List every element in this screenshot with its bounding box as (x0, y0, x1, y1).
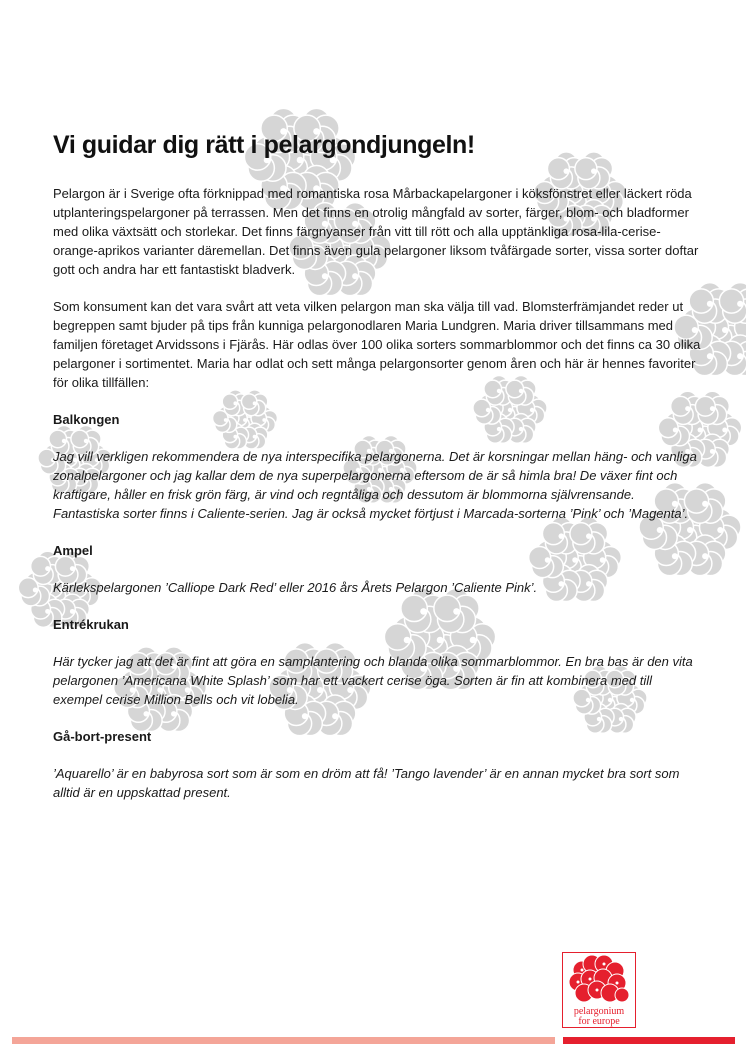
page-title: Vi guidar dig rätt i pelargondjungeln! (53, 131, 475, 159)
background-flower-center (710, 449, 715, 454)
background-flower-center (737, 301, 743, 307)
background-flower-center (45, 566, 50, 571)
footer-bar-red (563, 1037, 735, 1044)
background-flower-center (702, 553, 708, 559)
footer-bar-light (12, 1037, 555, 1044)
logo-text-line-1: pelargonium (573, 1006, 625, 1017)
section-heading-ga-bort-present: Gå-bort-present (53, 729, 152, 744)
background-flower-center (707, 301, 713, 307)
background-flower-center (737, 353, 743, 359)
section-text-balkongen: Jag vill verkligen rekommendera de nya interspecifika pelargonerna. Det är korsningar mellan häng- och vanliga zonalpelargoner och jag kallar dem de nya superpelargonerna eftersom de är så himla bra! De växer fint och kraftigare, håller en frisk grön färg, är vind och regntåliga och dessutom är blommorna självrensande. Fantastiska sorter finns i Caliente-serien. Jag är också mycket förtjust i Marcada-sorterna ’Pink’ och ’Magenta’. (53, 449, 697, 521)
intro-paragraph-2: Som konsument kan det vara svårt att veta vilken pelargon man ska välja till vad. Blomsterfrämjandet reder ut begreppen samt bjuder på tips från kunniga pelargonodlaren Maria Lundgren. Maria driver tillsammans med familjen företaget Arvidssons i Fjärås. Här odlas över 100 olika sorters sommarblommor och det finns ca 30 olika pelargoner i sortimentet. Maria har odlat och sett många pelargonsorter genom åren och här är hennes favoriter för olika tillfällen: (53, 299, 701, 390)
background-flower-center (722, 428, 727, 433)
logo-text-line-2: for europe (578, 1016, 620, 1027)
section-text-entrekrukan: Här tycker jag att det är fint att göra en samplantering och blanda olika sommarblommor. En bra bas är den vita pelargonen ’Americana White Splash’ som har ett vackert cerise öga. Sorten är fin att kombinera med till exempel cerise Million Bells och vit lobelia. (53, 654, 693, 707)
section-heading-balkongen: Balkongen (53, 412, 120, 427)
background-flower-center (717, 527, 723, 533)
background-flower-center (702, 501, 708, 507)
intro-paragraph-1: Pelargon är i Sverige ofta förknippad med romantiska rosa Mårbackapelargoner i köksfönstret eller läckert röda utplanteringspelargoner på terrassen. Men det finns en otrolig mångfald av sorter, färger, blom- och bladformer med olika växtsätt och storlekar. Det finns färgnyanser från vitt till rött och alla upptänkliga rosa-lila-cerise-orange-aprikos varianter däremellan. Det finns även gula pelargoner liksom tvåfärgade sorter, vissa sorter doftar gott och andra har ett fantastiskt bladverk. (53, 186, 699, 277)
background-flower-center (710, 406, 715, 411)
background-flower-center (45, 609, 50, 614)
section-text-ampel: Kärlekspelargonen ’Calliope Dark Red’ eller 2016 års Årets Pelargon ’Caliente Pink’. (53, 580, 538, 595)
background-flower-center (722, 327, 728, 333)
background-flower-center (33, 588, 38, 593)
section-text-ga-bort-present: ’Aquarello’ är en babyrosa sort som är som en dröm att få! ’Tango lavender’ är en annan mycket bra sort som alltid är en uppskattad present. (53, 766, 680, 800)
section-heading-ampel: Ampel (53, 543, 93, 558)
logo-flower-icon (562, 952, 636, 1008)
section-heading-entrekrukan: Entrékrukan (53, 617, 129, 632)
article (53, 128, 703, 820)
background-flower-center (707, 353, 713, 359)
pelargonium-for-europe-logo (562, 952, 636, 1028)
